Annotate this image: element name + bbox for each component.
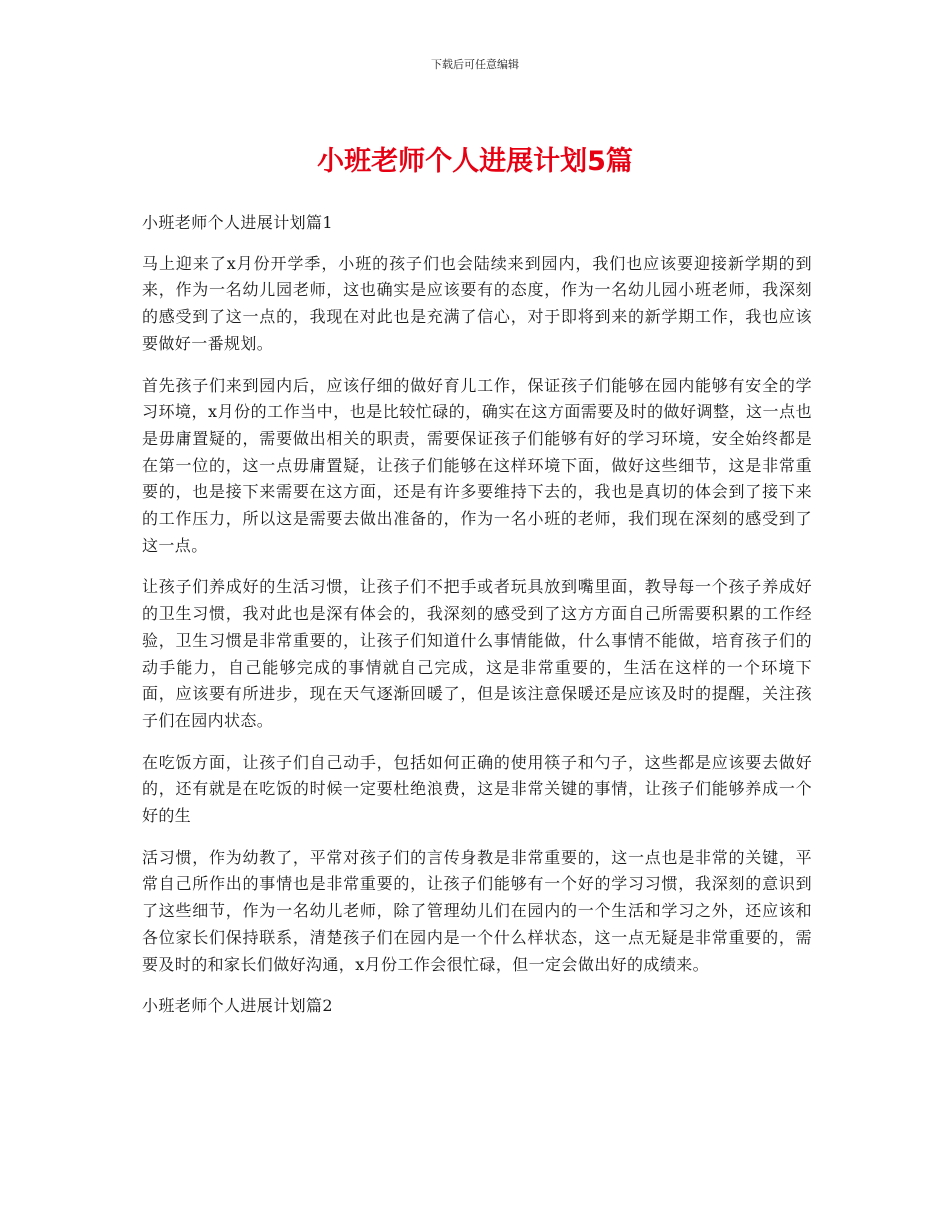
paragraph-5: 活习惯，作为幼教了，平常对孩子们的言传身教是非常重要的，这一点也是非常的关键，平常自己所作出的事情也是非常重要的，让孩子们能够有一个好的学习习惯，我深刻的意识到了这些细节，作为一名幼儿老师，除了管理幼儿们在园内的一个生活和学习之外，还应该和各位家长们保持联系，清楚孩子们在园内是一个什么样状态，这一点无疑是非常重要的，需要及时的和家长们做好沟通，x月份工作会很忙碌，但一定会做出好的成绩来。 [142, 847, 812, 974]
paragraph-1: 马上迎来了x月份开学季，小班的孩子们也会陆续来到园内，我们也应该要迎接新学期的到来，作为一名幼儿园老师，这也确实是应该要有的态度，作为一名幼儿园小班老师，我深刻的感受到了这一点的，我现在对此也是充满了信心，对于即将到来的新学期工作，我也应该要做好一番规划。 [142, 253, 812, 353]
section-heading-1: 小班老师个人进展计划篇1 [142, 213, 333, 232]
document-body [142, 210, 812, 1034]
header-note: 下载后可任意编辑 [431, 58, 519, 71]
paragraph-2: 首先孩子们来到园内后，应该仔细的做好育儿工作，保证孩子们能够在园内能够有安全的学习环境，x月份的工作当中，也是比较忙碌的，确实在这方面需要及时的做好调整，这一点也是毋庸置疑的，需要做出相关的职责，需要保证孩子们能够有好的学习环境，安全始终都是在第一位的，这一点毋庸置疑，让孩子们能够在这样环境下面，做好这些细节，这是非常重要的，也是接下来需要在这方面，还是有许多要维持下去的，我也是真切的体会到了接下来的工作压力，所以这是需要去做出准备的，作为一名小班的老师，我们现在深刻的感受到了这一点。 [142, 375, 812, 555]
paragraph-4: 在吃饭方面，让孩子们自己动手，包括如何正确的使用筷子和勺子，这些都是应该要去做好的，还有就是在吃饭的时候一定要杜绝浪费，这是非常关键的事情，让孩子们能够养成一个好的生 [142, 752, 812, 826]
paragraph-3: 让孩子们养成好的生活习惯，让孩子们不把手或者玩具放到嘴里面，教导每一个孩子养成好的卫生习惯，我对此也是深有体会的，我深刻的感受到了这方方面自己所需要积累的工作经验，卫生习惯是非常重要的，让孩子们知道什么事情能做，什么事情不能做，培育孩子们的动手能力，自己能够完成的事情就自己完成，这是非常重要的，生活在这样的一个环境下面，应该要有所进步，现在天气逐渐回暖了，但是该注意保暖还是应该及时的提醒，关注孩子们在园内状态。 [142, 577, 812, 730]
document-title: 小班老师个人进展计划5篇 [317, 146, 633, 177]
section-heading-2: 小班老师个人进展计划篇2 [142, 996, 333, 1016]
